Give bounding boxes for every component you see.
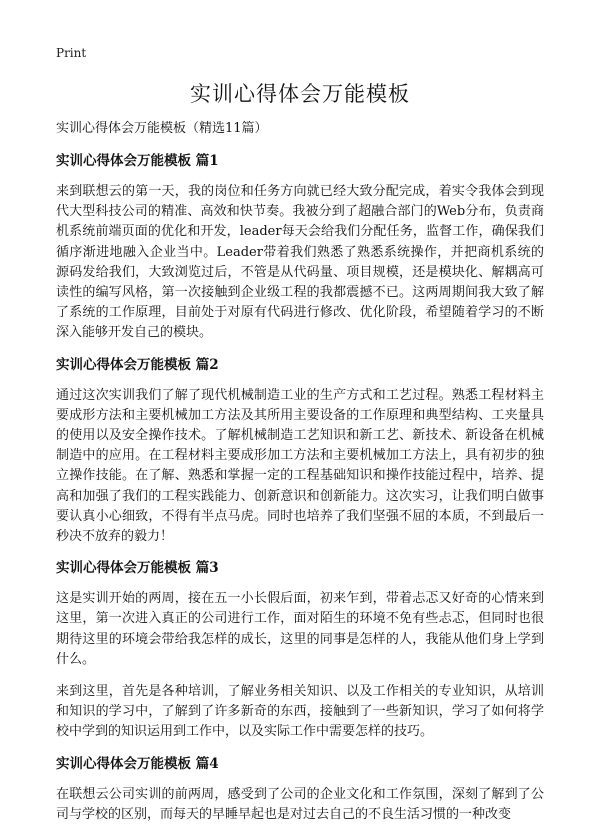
section-3-paragraph-2: 来到这里，首先是各种培训，了解业务相关知识、以及工作相关的专业知识，从培训和知识的学习中，了解到了许多新奇的东西，接触到了一些新知识，学习了如何将学校中学到的知识运用到工作中，以及实际工作中需要怎样的技巧。 (56, 684, 544, 740)
section-1-paragraph-1: 来到联想云的第一天，我的岗位和任务方向就已经大致分配完成，着实令我体会到现代大型科技公司的精准、高效和快节奏。我被分到了超融合部门的Web分布，负责商机系统前端页面的优化和开发，leader每天会给我们分配任务，监督工作，确保我们循序渐进地融入企业当中。Leader带着我们熟悉了熟悉系统操作，并把商机系统的源码发给我们，大致浏览过后，不管是从代码量、项目规模，还是模块化、解耦高可读性的编写风格，第一次接触到企业级工程的我都震撼不已。这两周期间我大致了解了系统的工作原理，目前处于对原有代码进行修改、优化阶段，希望随着学习的不断深入能够开发自己的模块。 (56, 184, 544, 341)
section-heading-4: 实训心得体会万能模板 篇4 (56, 755, 219, 772)
section-2-paragraph-1: 通过这次实训我们了解了现代机械制造工业的生产方式和工艺过程。熟悉工程材料主要成形方法和主要机械加工方法及其所用主要设备的工作原理和典型结构、工夹量具的使用以及安全操作技术。了解机械制造工艺知识和新工艺、新技术、新设备在机械制造中的应用。在工程材料主要成形加工方法和主要机械加工方法上，具有初步的独立操作技能。在了解、熟悉和掌握一定的工程基础知识和操作技能过程中，培养、提高和加强了我们的工程实践能力、创新意识和创新能力。这次实习，让我们明白做事要认真小心细致，不得有半点马虎。同时也培养了我们坚强不屈的本质，不到最后一秒决不放弃的毅力！ (56, 387, 544, 545)
document-subtitle: 实训心得体会万能模板（精选11篇） (56, 121, 268, 136)
section-4-paragraph-1: 在联想云公司实训的前两周，感受到了公司的企业文化和工作氛围，深刻了解到了公司与学校的区别，而每天的早睡早起也是对过去自己的不良生活习惯的一种改变 (56, 786, 544, 822)
print-link[interactable]: Print (56, 46, 87, 60)
document-title: 实训心得体会万能模板 (190, 82, 410, 106)
section-heading-2: 实训心得体会万能模板 篇2 (56, 356, 219, 373)
section-heading-3: 实训心得体会万能模板 篇3 (56, 560, 219, 577)
section-3-paragraph-1: 这是实训开始的两周，接在五一小长假后面，初来乍到，带着忐忑又好奇的心情来到这里，第一次进入真正的公司进行工作，面对陌生的环境不免有些忐忑，但同时也很期待这里的环境会带给我怎样的成长，这里的同事是怎样的人，我能从他们身上学到什么。 (56, 591, 544, 667)
document-body (56, 120, 544, 828)
section-heading-1: 实训心得体会万能模板 篇1 (56, 153, 219, 169)
